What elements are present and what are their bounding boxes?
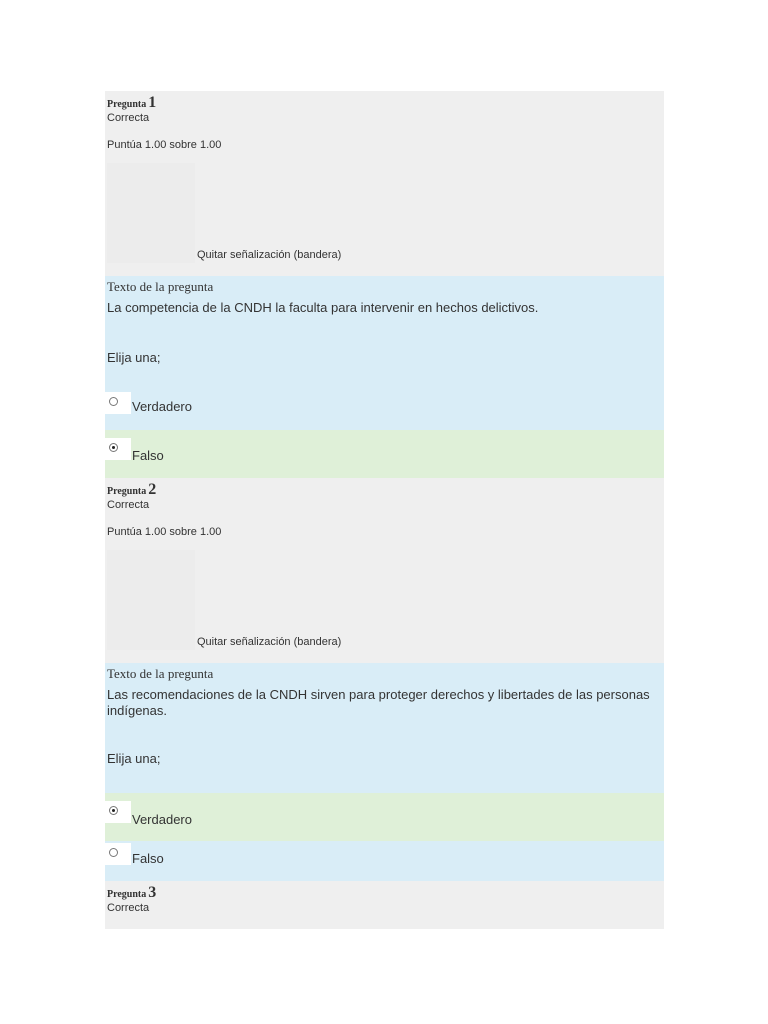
- question-text-label: Texto de la pregunta: [107, 666, 214, 681]
- question-heading-label: Pregunta: [107, 889, 147, 900]
- question-text: La competencia de la CNDH la faculta para intervenir en hechos delictivos.: [107, 300, 539, 315]
- question-content: [105, 663, 664, 793]
- answer-label: Verdadero: [132, 812, 192, 827]
- radio-container: [105, 438, 131, 460]
- flag-placeholder: [107, 550, 195, 650]
- question-info: [105, 478, 664, 663]
- question-number: 1: [148, 94, 157, 111]
- quiz-review: [105, 91, 664, 929]
- answer-prompt: Elija una;: [107, 350, 161, 365]
- radio-container: [105, 392, 131, 414]
- answer-option-verdadero[interactable]: [105, 793, 664, 841]
- remove-flag-link[interactable]: Quitar señalización (bandera): [197, 636, 342, 648]
- radio-button[interactable]: [109, 848, 118, 857]
- answer-option-falso[interactable]: [105, 430, 664, 478]
- question-heading-label: Pregunta: [107, 486, 147, 497]
- flag-placeholder: [107, 163, 195, 263]
- question-text: Las recomendaciones de la CNDH sirven para proteger derechos y libertades de las personas indígenas.: [107, 687, 650, 718]
- question-info: [105, 91, 664, 276]
- question-heading: [107, 884, 662, 902]
- radio-button-selected[interactable]: [109, 443, 118, 452]
- question-number: 2: [148, 481, 157, 498]
- remove-flag-link[interactable]: Quitar señalización (bandera): [197, 249, 342, 261]
- question-state: Correcta: [107, 902, 150, 914]
- answer-label: Falso: [132, 448, 164, 463]
- radio-container: [105, 843, 131, 865]
- question-heading: [107, 481, 662, 499]
- question-heading-label: Pregunta: [107, 99, 147, 110]
- question-grade: Puntúa 1.00 sobre 1.00: [107, 526, 222, 538]
- answer-label: Verdadero: [132, 399, 192, 414]
- question-state: Correcta: [107, 499, 150, 511]
- question-grade: Puntúa 1.00 sobre 1.00: [107, 139, 222, 151]
- radio-button[interactable]: [109, 397, 118, 406]
- answer-label: Falso: [132, 851, 164, 866]
- answer-prompt: Elija una;: [107, 751, 161, 766]
- question-state: Correcta: [107, 112, 150, 124]
- question-info: [105, 881, 664, 929]
- radio-container: [105, 801, 131, 823]
- question-number: 3: [148, 884, 157, 901]
- question-text-label: Texto de la pregunta: [107, 279, 214, 294]
- question-heading: [107, 94, 662, 112]
- answer-option-falso[interactable]: [105, 841, 664, 881]
- radio-button-selected[interactable]: [109, 806, 118, 815]
